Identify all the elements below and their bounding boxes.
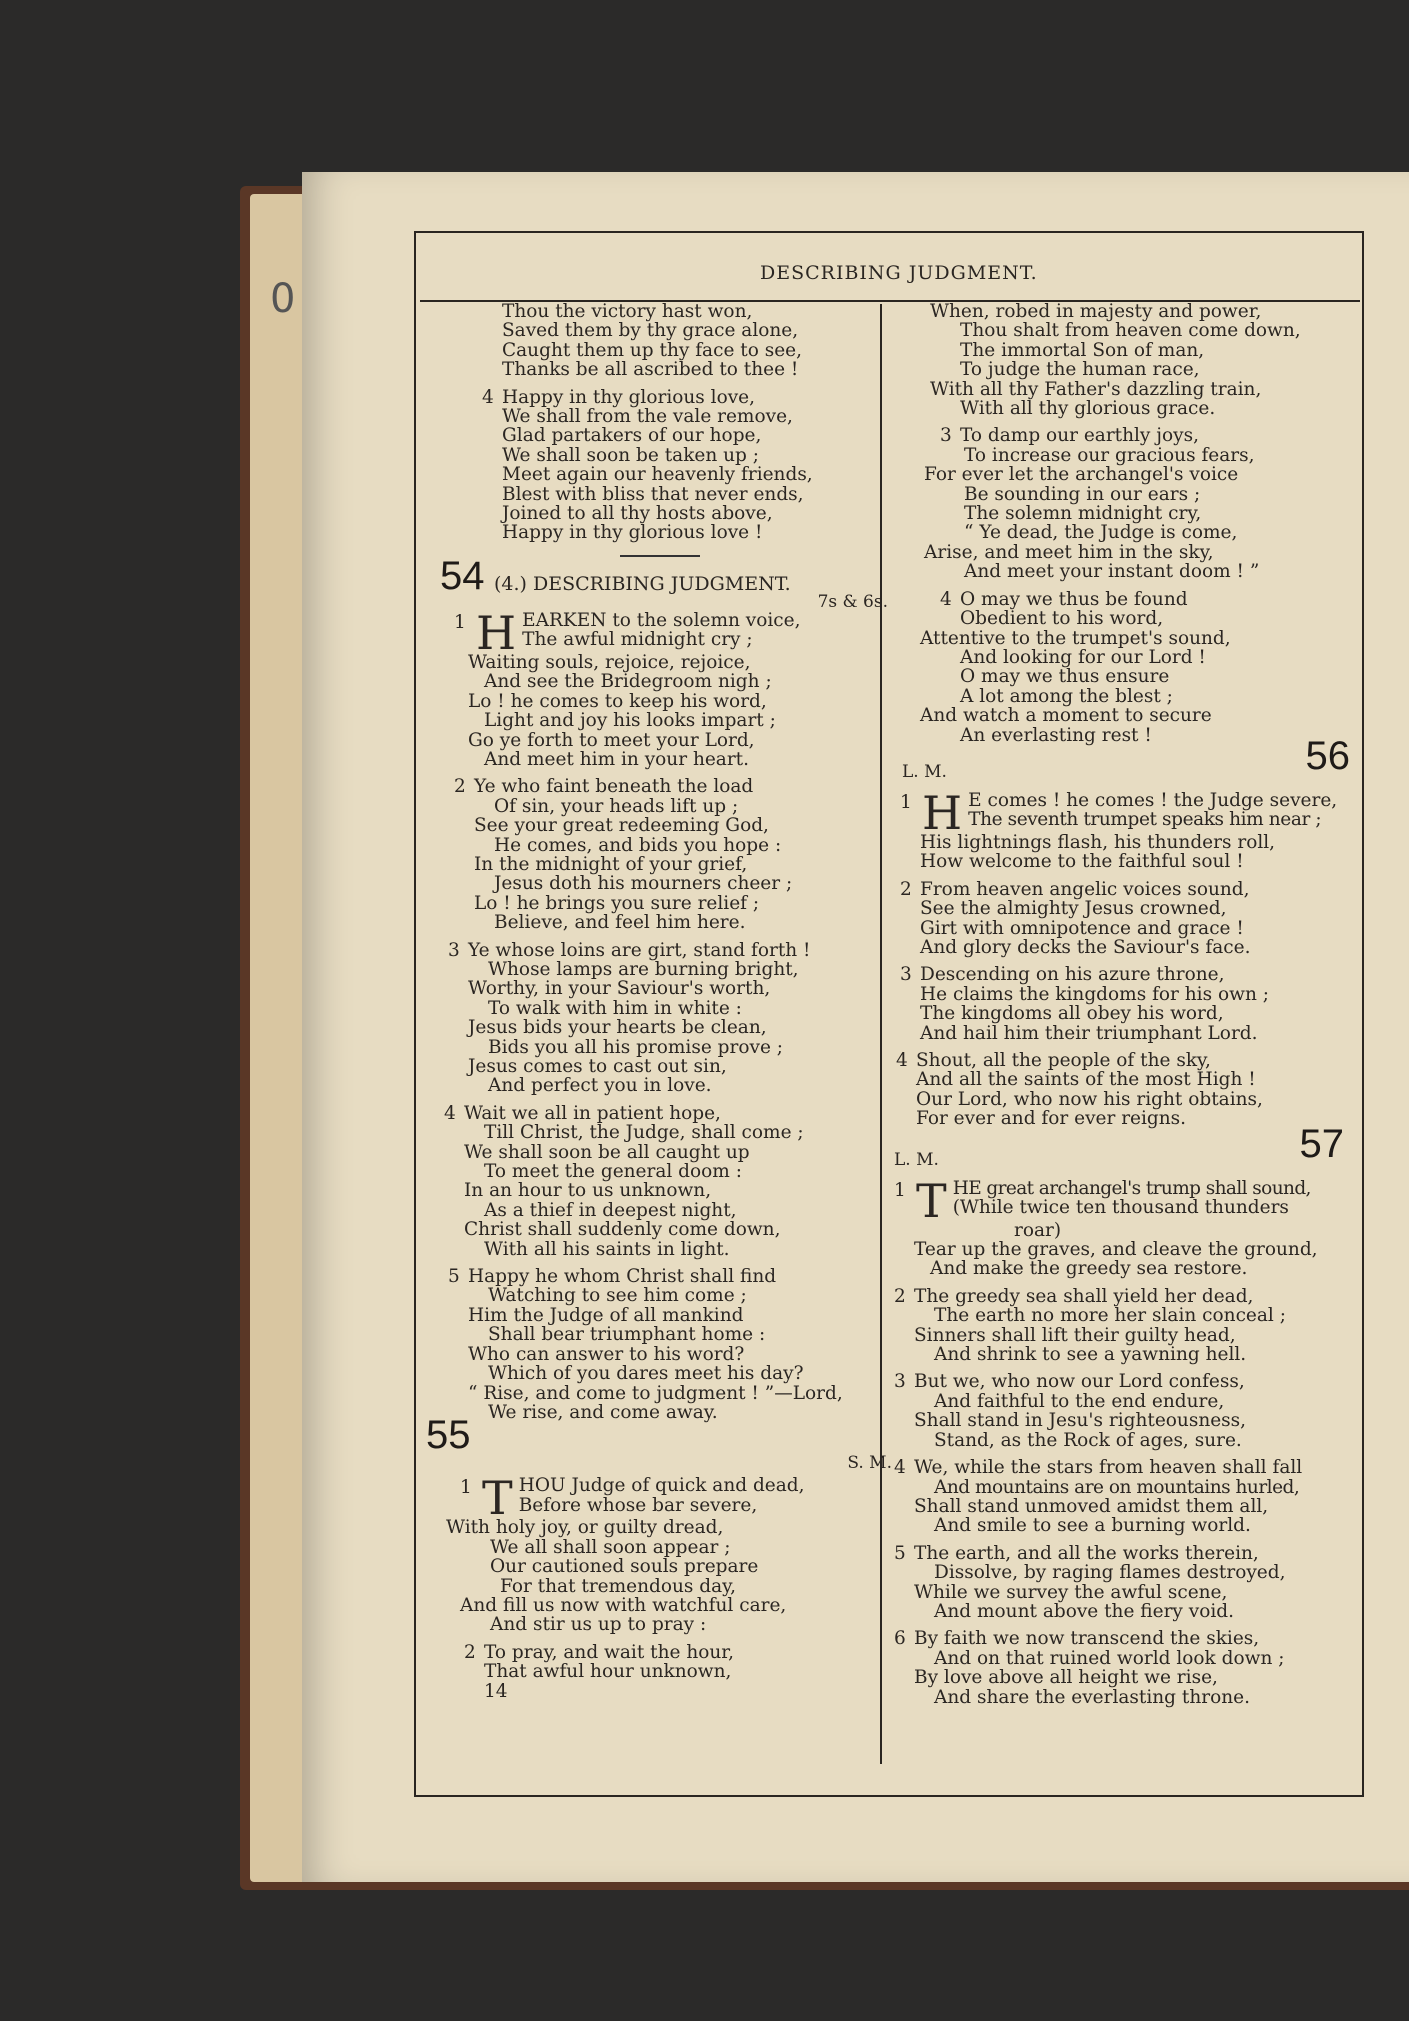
verse-line: 4 O may we thus be found (940, 588, 1188, 610)
verse-line: O may we thus ensure (960, 666, 1170, 688)
verse-line: Thanks be all ascribed to thee ! (502, 359, 799, 381)
verse-line: An everlasting rest ! (960, 724, 1152, 746)
verse-line: Shall stand in Jesu's righteousness, (914, 1410, 1247, 1432)
hymn-57-verse-2 (894, 1287, 1354, 1365)
verse-line: Dissolve, by raging flames destroyed, (934, 1562, 1286, 1584)
verse-line: A lot among the blest ; (960, 685, 1173, 707)
verse-line: 3 To damp our earthly joys, (940, 425, 1199, 447)
verse-line: And looking for our Lord ! (960, 646, 1206, 668)
drop-cap: H (476, 610, 517, 653)
verse-line: Be sounding in our ears ; (964, 483, 1201, 505)
hymn-number: 57 (1299, 1121, 1344, 1166)
verse-line: 3 But we, who now our Lord confess, (894, 1371, 1245, 1393)
hymn-54-verse-3 (440, 941, 880, 1096)
verse-line: Our Lord, who now his right obtains, (916, 1088, 1263, 1110)
verse-line: And glory decks the Saviour's face. (920, 936, 1251, 958)
verse-line: See the almighty Jesus crowned, (920, 898, 1227, 920)
margin-pencil-mark: 0 (270, 276, 296, 322)
hymn-57-verse-3 (894, 1372, 1354, 1450)
verse-line: 2 The greedy sea shall yield her dead, (894, 1285, 1254, 1307)
verse-line: Arise, and meet him in the sky, (924, 541, 1214, 563)
verse-line: Meet again our heavenly friends, (502, 464, 813, 486)
verse-line: “ Ye dead, the Judge is come, (964, 522, 1238, 544)
verse-line: We shall soon be taken up ; (502, 444, 760, 466)
hymn-57-header (894, 1121, 1354, 1179)
verse-line: Christ shall suddenly come down, (464, 1219, 781, 1241)
verse-line: He claims the kingdoms for his own ; (920, 983, 1269, 1005)
verse-line: Joined to all thy hosts above, (502, 503, 773, 525)
verse-line: Who can answer to his word? (468, 1343, 745, 1365)
verse-line: Glad partakers of our hope, (502, 425, 762, 447)
verse-line: With holy joy, or guilty dread, (446, 1517, 724, 1539)
verse-line: We shall from the vale remove, (502, 406, 793, 428)
verse-line: With all thy Father's dazzling train, (930, 378, 1262, 400)
verse-line: With all thy glorious grace. (960, 398, 1216, 420)
verse-line: Shall stand unmoved amidst them all, (914, 1495, 1269, 1517)
verse-line: 3 Descending on his azure throne, (900, 964, 1225, 986)
continued-verse-4 (894, 590, 1354, 745)
hymn-55-header (426, 1413, 892, 1476)
hymn-56-verse-2 (894, 880, 1354, 958)
verse-line: Him the Judge of all mankind (468, 1304, 744, 1326)
verse-line: Worthy, in your Saviour's worth, (468, 978, 771, 1000)
verse-line: See your great redeeming God, (474, 815, 769, 837)
verse-line: Watching to see him come ; (488, 1285, 747, 1307)
drop-cap: H (922, 790, 963, 833)
verse-line: Till Christ, the Judge, shall come ; (484, 1122, 804, 1144)
running-head: DESCRIBING JUDGMENT. (760, 262, 1038, 284)
verse-line: Thou the victory hast won, (502, 301, 753, 322)
hymn-57-verse-1: 1 T HE great archangel's trump shall sound, (While twice ten thousand thunders roar) Tear up the graves, and cleave the ground, And make the greedy sea restore. (894, 1179, 1354, 1279)
verse-line: And fill us now with watchful care, (460, 1594, 787, 1616)
verse-line: HOU Judge of quick and dead, (518, 1476, 805, 1497)
verse-line: And on that ruined world look down ; (934, 1647, 1285, 1669)
verse-line: And shrink to see a yawning hell. (934, 1344, 1247, 1366)
hymn-57-verse-5 (894, 1544, 1354, 1622)
verse-line: And share the everlasting throne. (934, 1686, 1250, 1708)
verse-line: To increase our gracious fears, (964, 444, 1255, 466)
verse-line: Girt with omnipotence and grace ! (920, 917, 1244, 939)
verse-line: And all the saints of the most High ! (916, 1069, 1256, 1091)
hymn-57-verse-4 (894, 1458, 1354, 1536)
verse-line: As a thief in deepest night, (484, 1199, 737, 1221)
verse-line: And faithful to the end endure, (934, 1390, 1225, 1412)
verse-line: We rise, and come away. (488, 1401, 718, 1423)
hymn-54-verse-5 (440, 1267, 880, 1422)
verse-line: 4 Shout, all the people of the sky, (896, 1050, 1211, 1071)
hymn-55-verse-2 (440, 1643, 880, 1682)
verse-line: Tear up the graves, and cleave the ground, (914, 1239, 1318, 1261)
hymn-number: 56 (1305, 733, 1350, 778)
verse-line: 4 We, while the stars from heaven shall fall (894, 1457, 1303, 1479)
continued-hymn-verse-4 (440, 388, 880, 543)
column-rule (880, 304, 882, 1764)
verse-line: Bids you all his promise prove ; (488, 1036, 784, 1058)
verse-line: And smile to see a burning world. (934, 1515, 1251, 1537)
verse-line: We all shall soon appear ; (490, 1536, 731, 1558)
verse-line: And hail him their triumphant Lord. (920, 1022, 1258, 1044)
hymn-number: 54 (440, 553, 485, 598)
verse-line: And perfect you in love. (488, 1075, 712, 1097)
verse-line: 4 Happy in thy glorious love, (482, 386, 755, 408)
verse-line: He comes, and bids you hope : (494, 834, 782, 856)
verse-line: Whose lamps are burning bright, (488, 958, 799, 980)
verse-line: Waiting souls, rejoice, rejoice, (468, 651, 751, 673)
verse-line: HE great archangel's trump shall sound, (952, 1178, 1311, 1199)
page-number: 14 (484, 1680, 508, 1702)
hymn-meter: L. M. (894, 1149, 939, 1170)
verse-line: For ever and for ever reigns. (916, 1108, 1187, 1130)
verse-line: Go ye forth to meet your Lord, (468, 729, 755, 751)
verse-line: Obedient to his word, (960, 608, 1164, 630)
verse-line: Attentive to the trumpet's sound, (920, 627, 1231, 649)
verse-line: And meet your instant doom ! ” (964, 561, 1260, 583)
verse-line: For ever let the archangel's voice (924, 464, 1239, 486)
verse-line: The solemn midnight cry, (964, 503, 1202, 525)
hymn-number: 55 (426, 1413, 471, 1458)
verse-line: And mount above the fiery void. (934, 1600, 1234, 1622)
verse-line: And mountains are on mountains hurled, (934, 1476, 1300, 1498)
verse-line: Lo ! he comes to keep his word, (468, 690, 767, 712)
verse-line: Jesus doth his mourners cheer ; (494, 873, 793, 895)
continued-hymn-verse (440, 302, 880, 380)
hymn-56-verse-4 (894, 1051, 1354, 1129)
hymn-55-verse-1: 1 T HOU Judge of quick and dead, Before whose bar severe, With holy joy, or guilty dread, We all shall soon appear ; Our cautioned souls prepare For that tremendous day, And fill us now with watchful care, And stir us up to pray : (440, 1476, 880, 1634)
verse-line: Lo ! he brings you sure relief ; (474, 892, 760, 914)
verse-line: Sinners shall lift their guilty head, (914, 1324, 1236, 1346)
verse-line: 6 By faith we now transcend the skies, (894, 1628, 1260, 1650)
verse-line: In an hour to us unknown, (464, 1180, 712, 1202)
verse-line: Caught them up thy face to see, (502, 339, 803, 361)
hymn-divider (620, 555, 700, 557)
drop-cap: T (916, 1178, 947, 1221)
verse-line: And see the Bridegroom nigh ; (484, 671, 772, 693)
continued-hymn-verse (894, 302, 1354, 418)
verse-line: Believe, and feel him here. (494, 912, 746, 934)
verse-line: 2 Ye who faint beneath the load (454, 776, 754, 798)
hymn-meter: S. M. (847, 1453, 892, 1474)
verse-line: We shall soon be all caught up (464, 1141, 750, 1163)
continued-verse-3 (894, 426, 1354, 581)
verse-line: And meet him in your heart. (484, 748, 749, 770)
hymn-56-verse-3 (894, 965, 1354, 1043)
verse-line: Jesus bids your hearts be clean, (468, 1017, 767, 1039)
verse-line: The awful midnight cry ; (522, 629, 753, 651)
verse-line: And make the greedy sea restore. (930, 1258, 1248, 1280)
drop-cap: T (482, 1476, 513, 1519)
verse-line: To meet the general doom : (484, 1161, 742, 1183)
verse-line: 5 Happy he whom Christ shall find (448, 1266, 777, 1288)
verse-line: With all his saints in light. (484, 1238, 730, 1260)
right-column (894, 302, 1354, 1707)
verse-line: Saved them by thy grace alone, (502, 320, 799, 342)
hymn-meter: L. M. (902, 761, 947, 782)
verse-line: And stir us up to pray : (490, 1614, 707, 1636)
verse-line: 5 The earth, and all the works therein, (894, 1542, 1259, 1564)
verse-line: The earth no more her slain conceal ; (934, 1305, 1286, 1327)
verse-line: roar) (1014, 1219, 1062, 1241)
verse-line: When, robed in majesty and power, (930, 301, 1262, 322)
verse-line: By love above all height we rise, (914, 1667, 1218, 1689)
verse-line: (While twice ten thousand thunders (952, 1197, 1289, 1219)
verse-line: Thou shalt from heaven come down, (960, 320, 1301, 342)
hymn-54-verse-4 (440, 1104, 880, 1259)
verse-line: Happy in thy glorious love ! (502, 522, 763, 544)
hymn-54-header (440, 553, 888, 612)
hymn-54-verse-2 (440, 777, 880, 932)
verse-line: 2 To pray, and wait the hour, (464, 1641, 734, 1663)
hymn-57-verse-6 (894, 1629, 1354, 1707)
hymn-54-verse-1: 1 H EARKEN to the solemn voice, The awful midnight cry ; Waiting souls, rejoice, rejoice, And see the Bridegroom nigh ; Lo ! he comes to keep his word, Light and joy his looks impart ; Go ye forth to meet your Lord, And meet him in your heart. (440, 611, 880, 769)
verse-line: Stand, as the Rock of ages, sure. (934, 1429, 1242, 1451)
verse-line: Jesus comes to cast out sin, (468, 1056, 727, 1077)
verse-line: The seventh trumpet speaks him near ; (968, 809, 1322, 831)
verse-line: Which of you dares meet his day? (488, 1363, 804, 1385)
verse-line: Before whose bar severe, (518, 1494, 758, 1516)
left-column (426, 301, 892, 1702)
verse-line: To judge the human race, (960, 359, 1200, 381)
hymn-56-verse-1: 1 H E comes ! he comes ! the Judge severe, The seventh trumpet speaks him near ; His lightnings flash, his thunders roll, How welcome to the faithful soul ! (894, 791, 1354, 872)
verse-line: E comes ! he comes ! the Judge severe, (968, 790, 1338, 811)
verse-line: Of sin, your heads lift up ; (494, 795, 739, 817)
verse-line: 4 Wait we all in patient hope, (444, 1102, 721, 1124)
verse-line: The kingdoms all obey his word, (920, 1003, 1224, 1025)
verse-line: In the midnight of your grief, (474, 853, 748, 875)
hymn-title: (4.) DESCRIBING JUDGMENT. (494, 572, 791, 595)
verse-line: That awful hour unknown, (484, 1661, 732, 1683)
verse-line: To walk with him in white : (488, 997, 742, 1019)
verse-line: Shall bear triumphant home : (488, 1324, 766, 1346)
verse-line: Light and joy his looks impart ; (484, 710, 776, 732)
verse-line: EARKEN to the solemn voice, (522, 610, 801, 631)
hymn-meter: 7s & 6s. (817, 591, 888, 612)
verse-line: For that tremendous day, (500, 1575, 737, 1597)
verse-line: “ Rise, and come to judgment ! ”—Lord, (468, 1382, 843, 1404)
verse-line: His lightnings flash, his thunders roll, (920, 831, 1276, 853)
verse-line: And watch a moment to secure (920, 705, 1212, 727)
verse-line: 3 Ye whose loins are girt, stand forth ! (448, 939, 811, 961)
verse-line: 2 From heaven angelic voices sound, (900, 878, 1250, 900)
verse-line: How welcome to the faithful soul ! (920, 851, 1244, 873)
verse-line: While we survey the awful scene, (914, 1581, 1228, 1603)
verse-line: Blest with bliss that never ends, (502, 483, 804, 505)
verse-line: The immortal Son of man, (960, 339, 1205, 361)
verse-line: Our cautioned souls prepare (490, 1556, 759, 1578)
